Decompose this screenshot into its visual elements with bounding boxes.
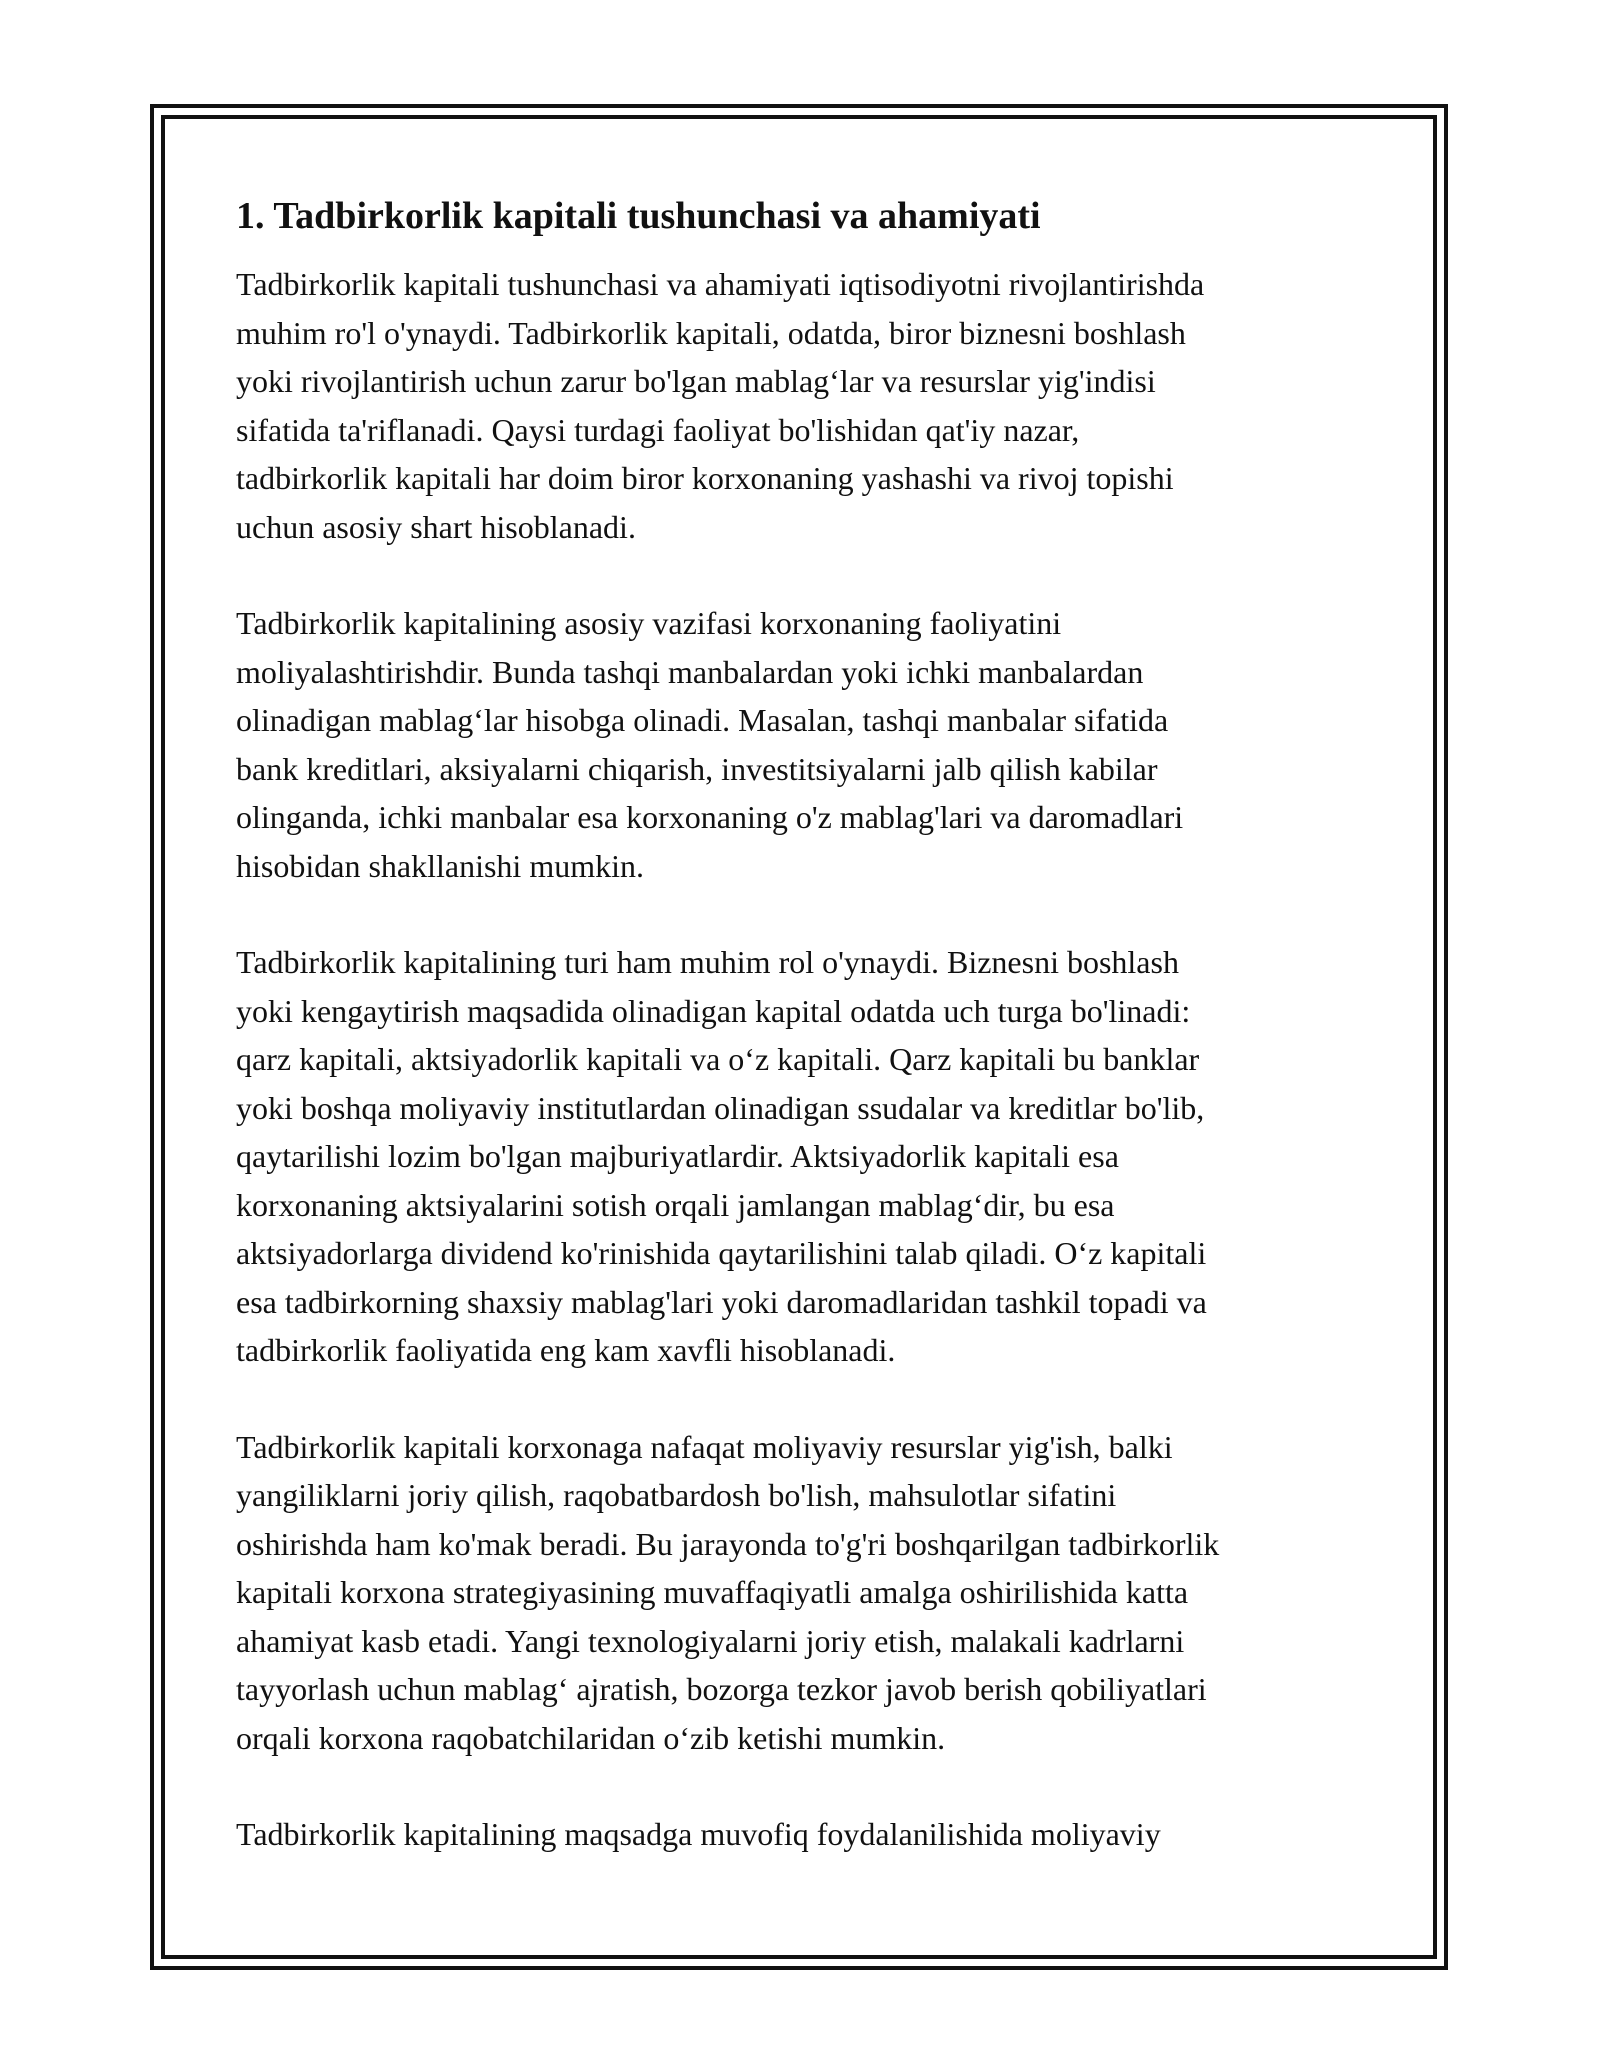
paragraph-line: qaytarilishi lozim bo'lgan majburiyatlardir. Aktsiyadorlik kapitali esa <box>236 1138 1119 1174</box>
paragraph-4 <box>236 1423 1376 1763</box>
paragraph-line: tayyorlash uchun mablag‘ ajratish, bozorga tezkor javob berish qobiliyatlari <box>236 1671 1207 1707</box>
paragraph-line: qarz kapitali, aktsiyadorlik kapitali va o‘z kapitali. Qarz kapitali bu banklar <box>236 1041 1200 1077</box>
paragraph-line: aktsiyadorlarga dividend ko'rinishida qaytarilishini talab qiladi. O‘z kapitali <box>236 1235 1207 1271</box>
paragraph-5 <box>236 1810 1376 1859</box>
paragraph-1 <box>236 260 1376 551</box>
paragraph-line: tadbirkorlik faoliyatida eng kam xavfli hisoblanadi. <box>236 1332 896 1368</box>
paragraph-line: Tadbirkorlik kapitali korxonaga nafaqat moliyaviy resurslar yig'ish, balki <box>236 1428 1173 1465</box>
paragraph-2 <box>236 599 1376 890</box>
paragraph-line: tadbirkorlik kapitali har doim biror korxonaning yashashi va rivoj topishi <box>236 460 1174 496</box>
paragraph-line: Tadbirkorlik kapitalining turi ham muhim rol o'ynaydi. Biznesni boshlash <box>236 944 1179 980</box>
paragraph-line: Tadbirkorlik kapitali tushunchasi va ahamiyati iqtisodiyotni rivojlantirishda <box>236 266 1205 302</box>
paragraph-line: orqali korxona raqobatchilaridan o‘zib ketishi mumkin. <box>236 1719 946 1756</box>
paragraph-3 <box>236 938 1376 1375</box>
paragraph-line: moliyalashtirishdir. Bunda tashqi manbalardan yoki ichki manbalardan <box>236 653 1144 690</box>
paragraph-line: yoki kengaytirish maqsadida olinadigan kapital odatda uch turga bo'linadi: <box>236 992 1191 1029</box>
paragraph-line: yangiliklarni joriy qilish, raqobatbardosh bo'lish, mahsulotlar sifatini <box>236 1477 1117 1513</box>
paragraph-line: sifatida ta'riflanadi. Qaysi turdagi faoliyat bo'lishidan qat'iy nazar, <box>236 411 1080 448</box>
paragraph-line: Tadbirkorlik kapitalining maqsadga muvofiq foydalanilishida moliyaviy <box>236 1816 1161 1852</box>
paragraph-line: uchun asosiy shart hisoblanadi. <box>236 508 636 545</box>
paragraph-line: yoki rivojlantirish uchun zarur bo'lgan mablag‘lar va resurslar yig'indisi <box>236 363 1156 399</box>
paragraph-line: olinadigan mablag‘lar hisobga olinadi. Masalan, tashqi manbalar sifatida <box>236 702 1169 738</box>
paragraph-line: korxonaning aktsiyalarini sotish orqali jamlangan mablag‘dir, bu esa <box>236 1186 1115 1223</box>
paragraph-line: Tadbirkorlik kapitalining asosiy vazifasi korxonaning faoliyatini <box>236 605 1062 641</box>
document-body <box>236 186 1376 1859</box>
paragraph-line: ahamiyat kasb etadi. Yangi texnologiyalarni joriy etish, malakali kadrlarni <box>236 1622 1185 1659</box>
paragraph-line: kapitali korxona strategiyasining muvaffaqiyatli amalga oshirilishida katta <box>236 1574 1189 1610</box>
paragraph-line: bank kreditlari, aksiyalarni chiqarish, investitsiyalarni jalb qilish kabilar <box>236 750 1158 787</box>
section-heading: 1. Tadbirkorlik kapitali tushunchasi va ahamiyati <box>236 195 1041 237</box>
paragraph-line: olinganda, ichki manbalar esa korxonaning o'z mablag'lari va daromadlari <box>236 799 1184 835</box>
paragraph-line: oshirishda ham ko'mak beradi. Bu jarayonda to'g'ri boshqarilgan tadbirkorlik <box>236 1525 1220 1562</box>
paragraph-line: muhim ro'l o'ynaydi. Tadbirkorlik kapitali, odatda, biror biznesni boshlash <box>236 314 1186 351</box>
paragraph-line: hisobidan shakllanishi mumkin. <box>236 847 644 884</box>
paragraph-line: yoki boshqa moliyaviy institutlardan olinadigan ssudalar va kreditlar bo'lib, <box>236 1089 1205 1126</box>
paragraph-line: esa tadbirkorning shaxsiy mablag'lari yoki daromadlaridan tashkil topadi va <box>236 1283 1207 1320</box>
